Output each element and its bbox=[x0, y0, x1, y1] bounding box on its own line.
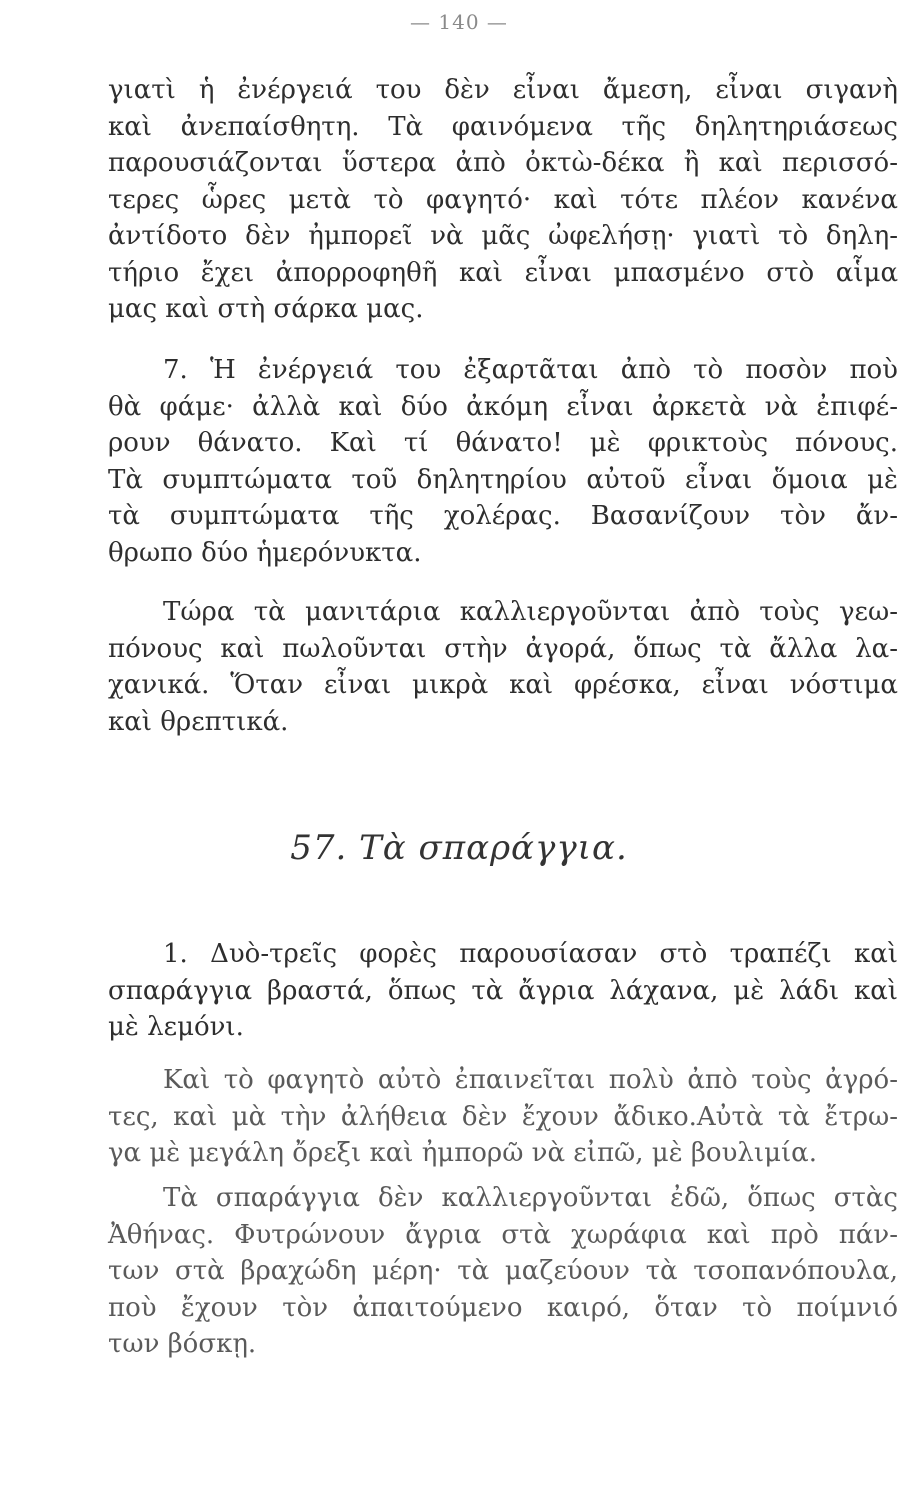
text-line: των βόσκῃ. bbox=[108, 1329, 257, 1359]
paragraph-mushrooms-cultivation bbox=[108, 594, 898, 740]
paragraph-1 bbox=[108, 936, 898, 1046]
text-line: γα μὲ μεγάλη ὄρεξι καὶ ἠμπορῶ νὰ εἰπῶ, μὲ βουλιμία. bbox=[108, 1138, 817, 1168]
text-line: θὰ φάμε· ἀλλὰ καὶ δύο ἀκόμη εἶναι ἀρκετὰ νὰ ἐπιφέ- bbox=[108, 391, 898, 422]
paragraph-praise bbox=[108, 1062, 898, 1172]
text-line: μας καὶ στὴ σάρκα μας. bbox=[108, 294, 424, 324]
text-line: μὲ λεμόνι. bbox=[108, 1012, 244, 1042]
text-line: ἀντίδοτο δὲν ἠμπορεῖ νὰ μᾶς ὠφελήσῃ· γιατὶ τὸ δηλη- bbox=[108, 221, 898, 251]
text-line: καὶ θρεπτικά. bbox=[108, 706, 289, 737]
text-line: 1. Δυὸ-τρεῖς φορὲς παρουσίασαν στὸ τραπέζι καὶ bbox=[163, 939, 898, 969]
chapter-heading: 57. Τὰ σπαράγγια. bbox=[290, 828, 628, 868]
paragraph-wild-asparagus bbox=[108, 1180, 898, 1363]
text-line: τες, καὶ μὰ τὴν ἀλήθεια δὲν ἔχουν ἄδικο.Αὐτὰ τὰ ἔτρω- bbox=[108, 1101, 898, 1132]
text-line: ρουν θάνατο. Καὶ τί θάνατο! μὲ φρικτοὺς πόνους. bbox=[108, 428, 898, 458]
text-line: Τὰ σπαράγγια δὲν καλλιεργοῦνται ἐδῶ, ὅπως στὰς bbox=[163, 1183, 898, 1213]
text-line: 7. Ἡ ἐνέργειά του ἐξαρτᾶται ἀπὸ τὸ ποσὸν ποὺ bbox=[163, 355, 898, 385]
text-line: τὰ συμπτώματα τῆς χολέρας. Βασανίζουν τὸν ἄν- bbox=[108, 501, 898, 531]
paragraph-7 bbox=[108, 352, 898, 571]
text-line: σπαράγγια βραστά, ὅπως τὰ ἄγρια λάχανα, μὲ λάδι καὶ bbox=[108, 975, 898, 1006]
text-line: Ἀθήνας. Φυτρώνουν ἄγρια στὰ χωράφια καὶ πρὸ πάν- bbox=[108, 1219, 898, 1250]
text-line: τήριο ἔχει ἀπορροφηθῆ καὶ εἶναι μπασμένο στὸ αἷμα bbox=[108, 257, 898, 288]
text-line: Τὰ συμπτώματα τοῦ δηλητηρίου αὐτοῦ εἶναι ὅμοια μὲ bbox=[108, 464, 898, 495]
text-line: ποὺ ἔχουν τὸν ἀπαιτούμενο καιρό, ὅταν τὸ ποίμνιό bbox=[108, 1292, 898, 1323]
text-line: παρουσιάζονται ὕστερα ἀπὸ ὀκτὼ-δέκα ἢ καὶ περισσό- bbox=[108, 148, 898, 178]
text-line: τερες ὧρες μετὰ τὸ φαγητό· καὶ τότε πλέον κανένα bbox=[108, 184, 898, 215]
text-line: γιατὶ ἡ ἐνέργειά του δὲν εἶναι ἄμεση, εἶναι σιγανὴ bbox=[108, 75, 898, 105]
text-line: καὶ ἀνεπαίσθητη. Τὰ φαινόμενα τῆς δηλητηριάσεως bbox=[108, 111, 898, 142]
text-line: Καὶ τὸ φαγητὸ αὐτὸ ἐπαινεῖται πολὺ ἀπὸ τοὺς ἀγρό- bbox=[163, 1065, 898, 1095]
text-line: χανικά. Ὅταν εἶναι μικρὰ καὶ φρέσκα, εἶναι νόστιμα bbox=[108, 670, 898, 700]
text-line: θρωπο δύο ἡμερόνυκτα. bbox=[108, 537, 422, 568]
paragraph-continuation bbox=[108, 72, 898, 328]
text-line: πόνους καὶ πωλοῦνται στὴν ἀγορά, ὅπως τὰ ἄλλα λα- bbox=[108, 633, 898, 664]
page-number: — 140 — bbox=[410, 10, 508, 34]
text-line: των στὰ βραχώδη μέρη· τὰ μαζεύουν τὰ τσοπανόπουλα, bbox=[108, 1256, 898, 1286]
text-line: Τώρα τὰ μανιτάρια καλλιεργοῦνται ἀπὸ τοὺς γεω- bbox=[163, 597, 898, 627]
